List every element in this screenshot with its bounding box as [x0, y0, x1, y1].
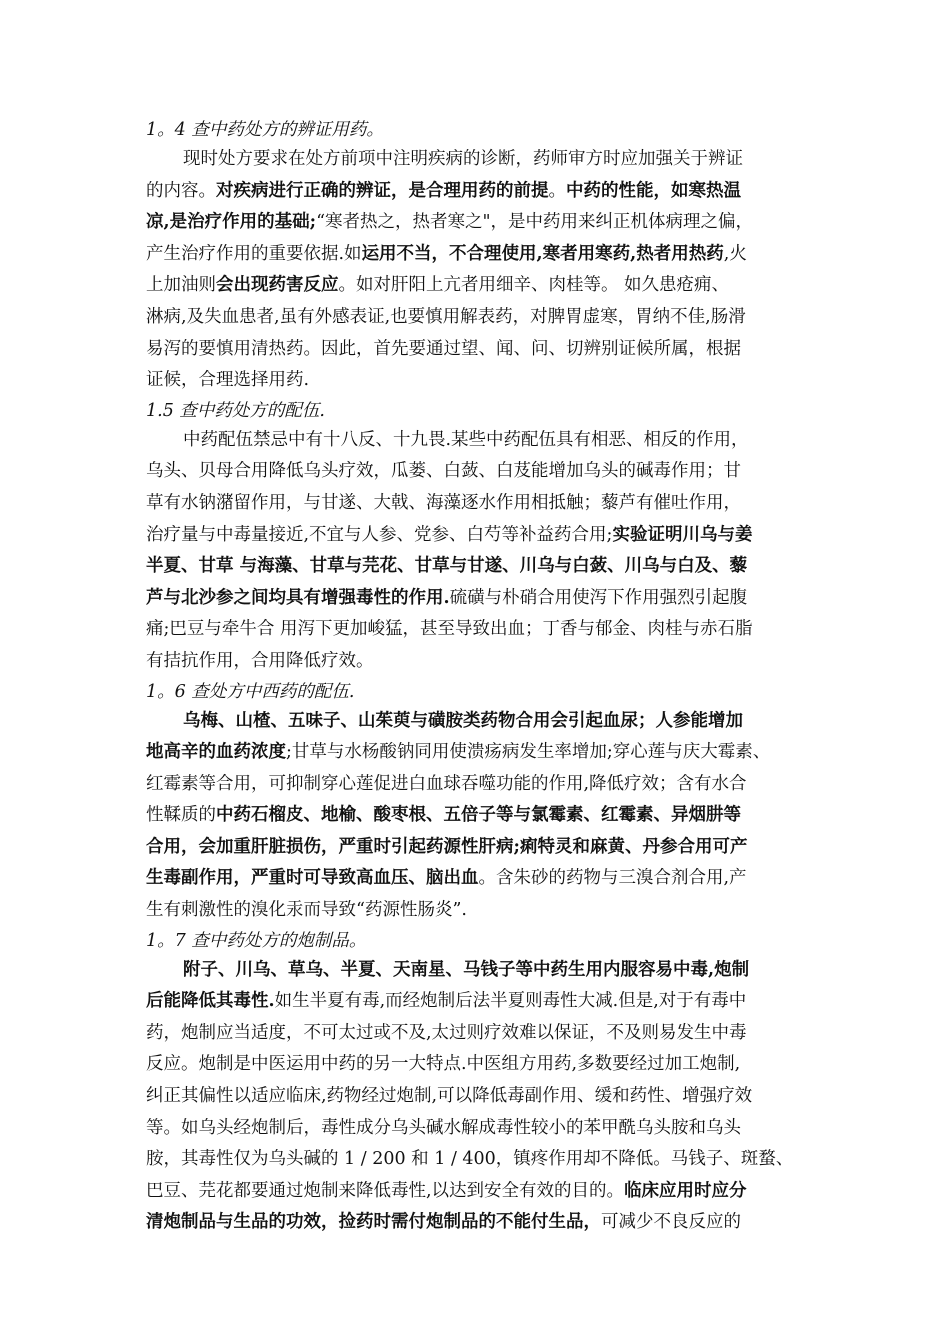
text-line	[146, 1113, 812, 1145]
text-run: 胺，其毒性仅为乌头碱的 1 / 200 和 1 / 400，镇疼作用却不降低。马钱子、斑蝥、	[146, 1149, 794, 1170]
bold-text-run: 芦与北沙参之间均具有增强毒性的作用.	[146, 587, 450, 608]
text-line	[146, 176, 812, 208]
bold-text-run: 临床应用时应分	[624, 1180, 747, 1201]
text-line	[146, 488, 812, 520]
body-paragraph	[146, 144, 812, 397]
bold-text-run: 半夏、甘草 与海藻、甘草与芫花、甘草与甘遂、川乌与白蔹、川乌与白及、藜	[146, 556, 748, 577]
bold-text-run: 中药的性能，如寒热温	[566, 180, 741, 201]
section-heading: 1。6 查处方中西药的配伍.	[146, 681, 355, 702]
section-heading: 1。7 查中药处方的炮制品。	[146, 930, 367, 951]
text-run: ,火	[723, 243, 747, 264]
text-line	[146, 144, 812, 176]
text-run: 。如对肝阳上亢者用细辛、肉桂等。 如久患疮痈、	[338, 275, 730, 296]
body-paragraph	[146, 425, 812, 678]
text-run: 如生半夏有毒,而经炮制后法半夏则毒性大减.但是,对于有毒中	[274, 991, 747, 1012]
text-run: 草有水钠潴留作用，与甘遂、大戟、海藻逐水作用相抵触；藜芦有催吐作用，	[146, 492, 741, 513]
text-line	[146, 425, 812, 457]
text-line	[146, 207, 812, 239]
text-line	[146, 583, 812, 615]
text-line	[146, 955, 812, 987]
text-run: 纠正其偏性以适应临床,药物经过炮制,可以降低毒副作用、缓和药性、增强疗效	[146, 1086, 753, 1107]
text-line	[146, 1081, 812, 1113]
text-run: 红霉素等合用，可抑制穿心莲促进白血球吞噬功能的作用,降低疗效；含有水合	[146, 773, 747, 794]
text-line	[146, 737, 812, 769]
text-line	[146, 1049, 812, 1081]
text-run: 药，炮制应当适度，不可太过或不及,太过则疗效难以保证，不及则易发生中毒	[146, 1022, 747, 1043]
text-run: 性鞣质的	[146, 805, 216, 826]
text-line	[146, 1018, 812, 1050]
text-line	[146, 706, 812, 738]
text-run: 现时处方要求在处方前项中注明疾病的诊断，药师审方时应加强关于辨证	[183, 149, 743, 169]
text-line	[146, 239, 812, 271]
text-run: 。含朱砂的药物与三溴合剂合用,产	[478, 868, 747, 889]
text-line	[146, 832, 812, 864]
body-paragraph	[146, 706, 812, 927]
section-heading: 1.5 查中药处方的配伍.	[146, 400, 325, 421]
text-run: 中药配伍禁忌中有十八反、十九畏.某些中药配伍具有相恶、相反的作用，	[183, 429, 749, 450]
text-run: 易泻的要慎用清热药。因此，首先要通过望、闻、问、切辨别证候所属，根据	[146, 338, 741, 359]
text-line	[146, 334, 812, 366]
text-line	[146, 614, 812, 646]
text-run: 淋病,及失血患者,虽有外感表证,也要慎用解表药，对脾胃虚寒，胃纳不佳,肠滑	[146, 306, 746, 327]
text-run: 生有刺激性的溴化汞而导致“药源性肠炎”.	[146, 900, 467, 921]
bold-text-run: 乌梅、山楂、五味子、山茱萸与磺胺类药物合用会引起血尿；人参能增加	[183, 710, 743, 731]
text-run: 可减少不良反应的	[601, 1212, 741, 1233]
text-line	[146, 551, 812, 583]
bold-text-run: 实验证明川乌与姜	[612, 524, 753, 545]
bold-text-run: 后能降低其毒性.	[146, 991, 275, 1012]
text-run: 的内容。	[146, 180, 216, 201]
text-line	[146, 863, 812, 895]
text-line	[146, 520, 812, 552]
text-line	[146, 646, 812, 678]
text-run: 痛;巴豆与牵牛合 用泻下更加峻猛，甚至导致出血；丁香与郁金、肉桂与赤石脂	[146, 619, 753, 640]
bold-text-run: 运用不当，不合理使用,寒者用寒药,热者用热药	[361, 243, 724, 264]
bold-text-run: 生毒副作用，严重时可导致高血压、脑出血	[146, 868, 479, 889]
text-run: ;甘草与水杨酸钠同用使溃疡病发生率增加;穿心莲与庆大霉素、	[286, 742, 771, 763]
text-run: “寒者热之，热者寒之"，是中药用来纠正机体病理之偏，	[316, 212, 754, 233]
text-line	[146, 365, 812, 397]
bold-text-run: 中药石榴皮、地榆、酸枣根、五倍子等与氯霉素、红霉素、异烟肼等	[216, 805, 741, 826]
bold-text-run: 清炮制品与生品的功效，捡药时需付炮制品的不能付生品，	[146, 1212, 601, 1233]
bold-text-run: 会出现药害反应	[216, 275, 339, 296]
body-paragraph	[146, 955, 812, 1239]
text-run: 有拮抗作用，合用降低疗效。	[146, 650, 374, 671]
text-run: 硫磺与朴硝合用使泻下作用强烈引起腹	[449, 587, 748, 608]
bold-text-run: 附子、川乌、草乌、半夏、天南星、马钱子等中药生用内服容易中毒,炮制	[183, 959, 750, 980]
bold-text-run: 合用，会加重肝脏损伤，严重时引起药源性肝病;痢特灵和麻黄、丹参合用可产	[146, 836, 748, 857]
bold-text-run: 地高辛的血药浓度	[146, 742, 286, 763]
bold-text-run: 对疾病进行正确的辨证，是合理用药的前提	[216, 180, 549, 201]
text-run: 。	[548, 180, 566, 201]
text-run: 乌头、贝母合用降低乌头疗效，瓜蒌、白蔹、白芨能增加乌头的碱毒作用；甘	[146, 461, 741, 482]
text-line	[146, 800, 812, 832]
bold-text-run: 凉,是治疗作用的基础;	[146, 212, 317, 233]
text-run: 证候，合理选择用药.	[146, 370, 310, 391]
text-line	[146, 302, 812, 334]
text-run: 巴豆、芫花都要通过炮制来降低毒性,以达到安全有效的目的。	[146, 1180, 625, 1201]
text-line	[146, 769, 812, 801]
document-body	[146, 116, 812, 1239]
text-run: 上加油则	[146, 275, 216, 296]
text-line	[146, 1207, 812, 1239]
text-run: 产生治疗作用的重要依据.如	[146, 243, 362, 264]
text-run: 反应。炮制是中医运用中药的另一大特点.中医组方用药,多数要经过加工炮制,	[146, 1054, 741, 1075]
text-run: 等。如乌头经炮制后，毒性成分乌头碱水解成毒性较小的苯甲酰乌头胺和乌头	[146, 1117, 741, 1138]
text-line	[146, 986, 812, 1018]
text-line	[146, 1176, 812, 1208]
text-run: 治疗量与中毒量接近,不宜与人参、党参、白芍等补益药合用;	[146, 524, 613, 545]
text-line	[146, 1144, 812, 1176]
text-line	[146, 270, 812, 302]
text-line	[146, 895, 812, 927]
text-line	[146, 456, 812, 488]
section-heading: 1。4 查中药处方的辨证用药。	[146, 120, 384, 140]
